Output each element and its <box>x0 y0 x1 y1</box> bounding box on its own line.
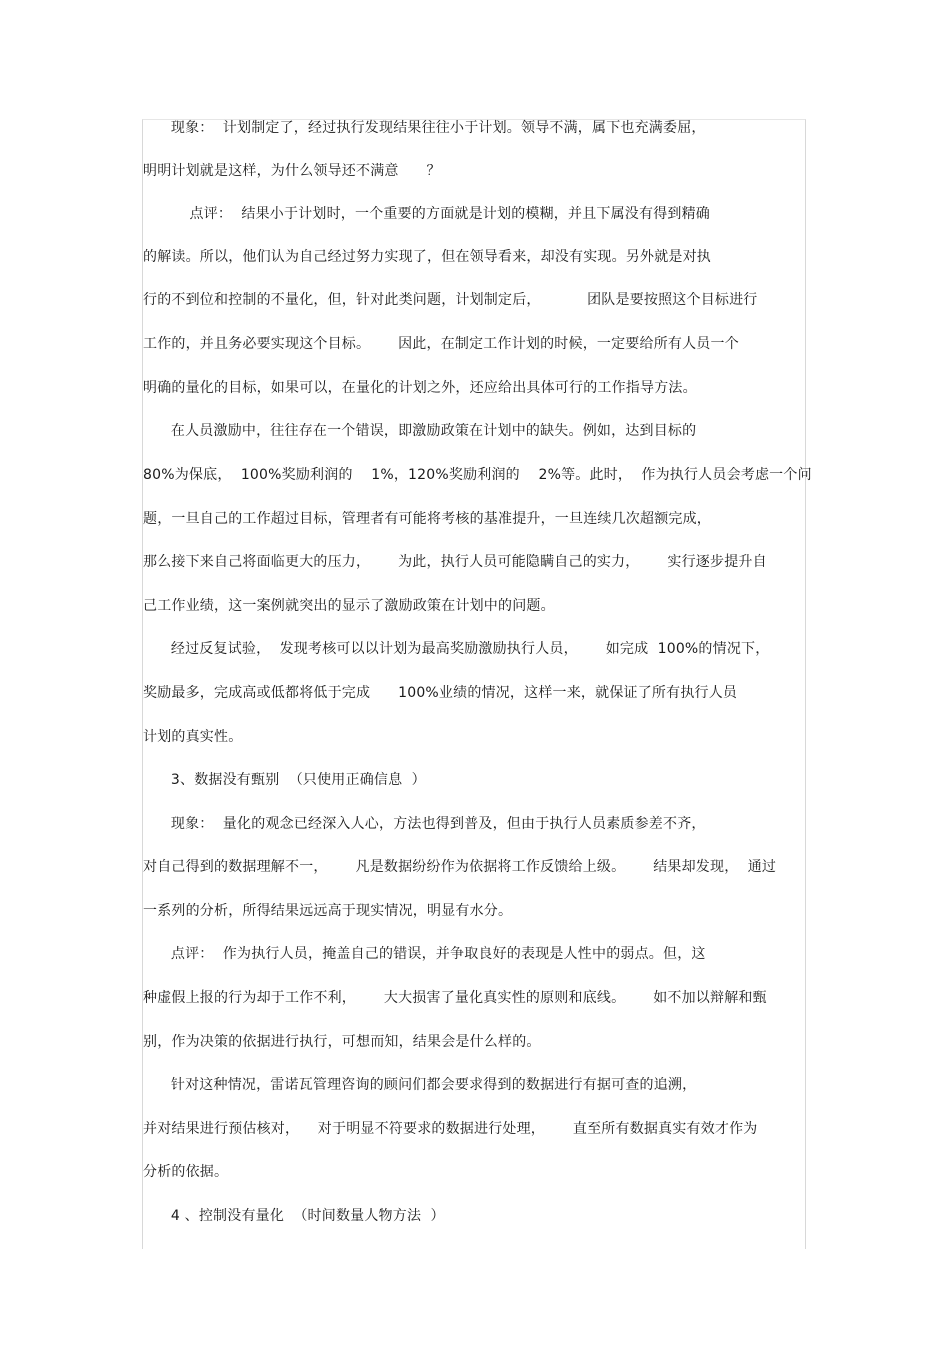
text-line: 种虚假上报的行为却于工作不利， 大大损害了量化真实性的原则和底线。 如不加以辩解和甄 <box>143 990 767 1006</box>
text-line: 80%为保底， 100%奖励利润的 1%，120%奖励利润的 2%等。此时， 作为执行人员会考虑一个问 <box>143 467 812 483</box>
text-line: 明明计划就是这样，为什么领导还不满意 ？ <box>143 163 441 179</box>
text-line: 奖励最多，完成高或低都将低于完成 100%业绩的情况，这样一来，就保证了所有执行人员 <box>143 685 738 701</box>
text-line: 在人员激励中，往往存在一个错误，即激励政策在计划中的缺失。例如，达到目标的 <box>143 423 697 439</box>
text-line: 己工作业绩，这一案例就突出的显示了激励政策在计划中的问题。 <box>143 598 555 614</box>
text-line: 一系列的分析，所得结果远远高于现实情况，明显有水分。 <box>143 903 513 919</box>
section-heading: 3、数据没有甄别 （只使用正确信息 ） <box>143 772 426 788</box>
text-line: 经过反复试验， 发现考核可以以计划为最高奖励激励执行人员， 如完成 100%的情况下， <box>143 641 770 657</box>
text-line: 针对这种情况，雷诺瓦管理咨询的顾问们都会要求得到的数据进行有据可查的追溯， <box>143 1077 697 1093</box>
text-line: 工作的，并且务必要实现这个目标。 因此，在制定工作计划的时候，一定要给所有人员一个 <box>143 336 739 352</box>
text-line: 计划的真实性。 <box>143 729 243 745</box>
text-line: 分析的依据。 <box>143 1164 229 1180</box>
text-line: 点评： 作为执行人员，掩盖自己的错误，并争取良好的表现是人性中的弱点。但，这 <box>143 946 706 962</box>
text-line: 明确的量化的目标，如果可以，在量化的计划之外，还应给出具体可行的工作指导方法。 <box>143 380 697 396</box>
text-line: 别，作为决策的依据进行执行，可想而知，结果会是什么样的。 <box>143 1034 541 1050</box>
text-line: 的解读。所以，他们认为自己经过努力实现了，但在领导看来，却没有实现。另外就是对执 <box>143 249 711 265</box>
text-line: 现象： 计划制定了，经过执行发现结果往往小于计划。领导不满，属下也充满委屈， <box>143 120 706 136</box>
text-line: 对自己得到的数据理解不一， 凡是数据纷纷作为依据将工作反馈给上级。 结果却发现， 通过 <box>143 859 777 875</box>
text-line: 题，一旦自己的工作超过目标，管理者有可能将考核的基准提升，一旦连续几次超额完成， <box>143 511 711 527</box>
section-heading: 4 、控制没有量化 （时间数量人物方法 ） <box>143 1208 445 1224</box>
text-line: 并对结果进行预估核对， 对于明显不符要求的数据进行处理， 直至所有数据真实有效才作为 <box>143 1121 758 1137</box>
text-line: 那么接下来自己将面临更大的压力， 为此，执行人员可能隐瞒自己的实力， 实行逐步提升自 <box>143 554 767 570</box>
text-line: 现象： 量化的观念已经深入人心，方法也得到普及，但由于执行人员素质参差不齐， <box>143 816 706 832</box>
text-line: 行的不到位和控制的不量化，但，针对此类问题，计划制定后， 团队是要按照这个目标进行 <box>143 292 758 308</box>
text-line: 点评： 结果小于计划时，一个重要的方面就是计划的模糊，并且下属没有得到精确 <box>143 206 710 222</box>
